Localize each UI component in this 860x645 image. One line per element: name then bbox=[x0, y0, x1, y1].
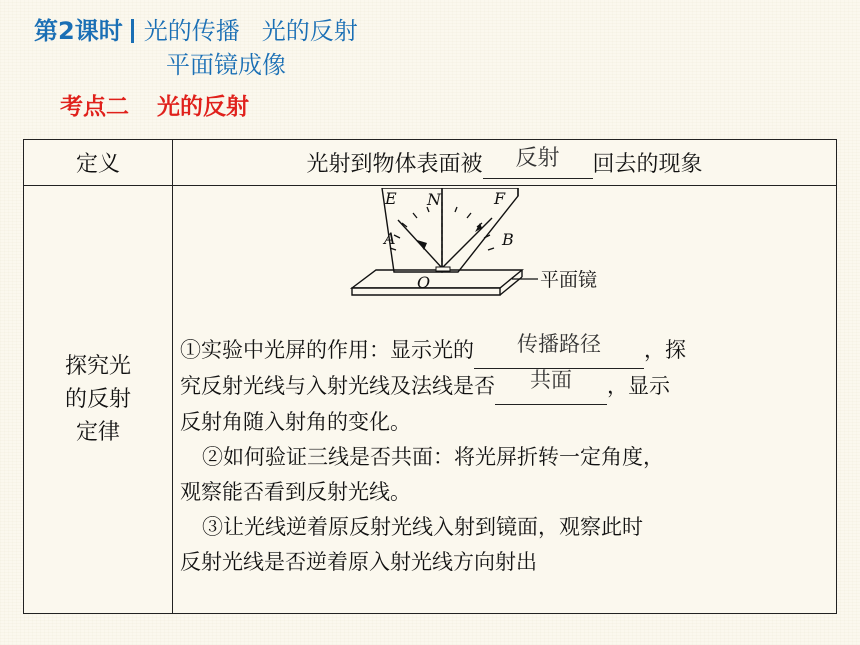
lesson-header bbox=[34, 16, 358, 46]
q3-line2: 反射光线是否逆着原入射光线方向射出 bbox=[180, 550, 537, 574]
law-text bbox=[180, 333, 832, 580]
lesson-title-part3: 平面镜成像 bbox=[166, 51, 286, 79]
q1-line2: 究反射光线与入射光线及法线是否 共面 ，显示 bbox=[180, 369, 832, 405]
lesson-title-part1: 光的传播 bbox=[143, 17, 240, 45]
section-label: 考点二 bbox=[60, 94, 129, 120]
law-label-line3: 定律 bbox=[75, 420, 120, 445]
law-label-line2: 的反射 bbox=[64, 387, 131, 412]
definition-text-before: 光射到物体表面被 bbox=[306, 151, 483, 177]
q1-blank2 bbox=[495, 369, 607, 405]
section-title: 光的反射 bbox=[157, 94, 249, 120]
label-E: E bbox=[385, 189, 397, 208]
mirror-plate bbox=[352, 270, 522, 288]
definition-answer: 反射 bbox=[515, 145, 560, 171]
law-label-line1: 探究光 bbox=[64, 354, 131, 379]
section-heading bbox=[60, 92, 249, 122]
q2-line1: ②如何验证三线是否共面：将光屏折转一定角度， bbox=[202, 445, 664, 469]
lesson-number: 第2课时 bbox=[34, 17, 123, 45]
label-O: O bbox=[417, 273, 431, 292]
label-N: N bbox=[427, 190, 441, 209]
q1-blank1 bbox=[474, 333, 644, 369]
q1-answer2: 共面 bbox=[530, 368, 572, 392]
mirror-label: 平面镜 bbox=[540, 269, 598, 291]
definition-row bbox=[24, 140, 837, 186]
law-label bbox=[24, 186, 173, 614]
reflection-diagram bbox=[172, 188, 642, 308]
header-divider bbox=[131, 19, 134, 43]
q2-line2: 观察能否看到反射光线。 bbox=[180, 480, 411, 504]
q1-line1: ①实验中光屏的作用：显示光的 传播路径 ，探 bbox=[180, 333, 832, 369]
definition-text-after: 回去的现象 bbox=[592, 151, 703, 177]
label-A: A bbox=[384, 229, 396, 248]
definition-label: 定义 bbox=[24, 140, 173, 186]
definition-blank bbox=[483, 147, 593, 179]
label-B: B bbox=[502, 230, 514, 249]
q1-answer1: 传播路径 bbox=[517, 332, 601, 356]
lesson-title-part2: 光的反射 bbox=[261, 17, 358, 45]
label-F: F bbox=[494, 189, 506, 208]
q1-line3: 反射角随入射角的变化。 bbox=[180, 410, 411, 434]
q3-line1: ③让光线逆着原反射光线入射到镜面，观察此时 bbox=[202, 515, 643, 539]
definition-cell bbox=[173, 140, 837, 186]
